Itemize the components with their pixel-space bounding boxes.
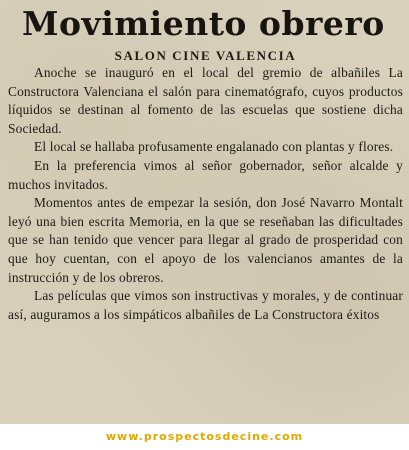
subheading: SALON CINE VALENCIA: [114, 48, 297, 63]
paragraph-3: En la preferencia vimos al señor gobernador, señor alcalde y muchos invitados.: [8, 157, 403, 192]
paragraph-2: El local se hallaba profusamente engalanado con plantas y flores.: [34, 139, 394, 155]
article-body: [8, 64, 403, 324]
paragraph-1: Anoche se inauguró en el local del gremio de albañiles La Constructora Valenciana el salón para cinematógrafo, cuyos productos líquidos se destinan al fomento de las escuelas que sostiene dicha Sociedad.: [8, 65, 403, 136]
website-watermark: www.prospectosdecine.com: [105, 430, 304, 443]
headline: Movimiento obrero: [22, 4, 385, 43]
paragraph-4: Momentos antes de empezar la sesión, don José Navarro Montalt leyó una bien escrita Memoria, en la que se reseñaban las dificultades que se han tenido que vencer para llegar al grado de prosperidad con que hoy cuentan, con el apoyo de los valencianos amantes de la instrucción y de los obreros.: [8, 195, 403, 285]
paragraph-5: Las películas que vimos son instructivas y morales, y de continuar así, auguramos a los simpáticos albañiles de La Constructora éxitos: [8, 288, 403, 322]
